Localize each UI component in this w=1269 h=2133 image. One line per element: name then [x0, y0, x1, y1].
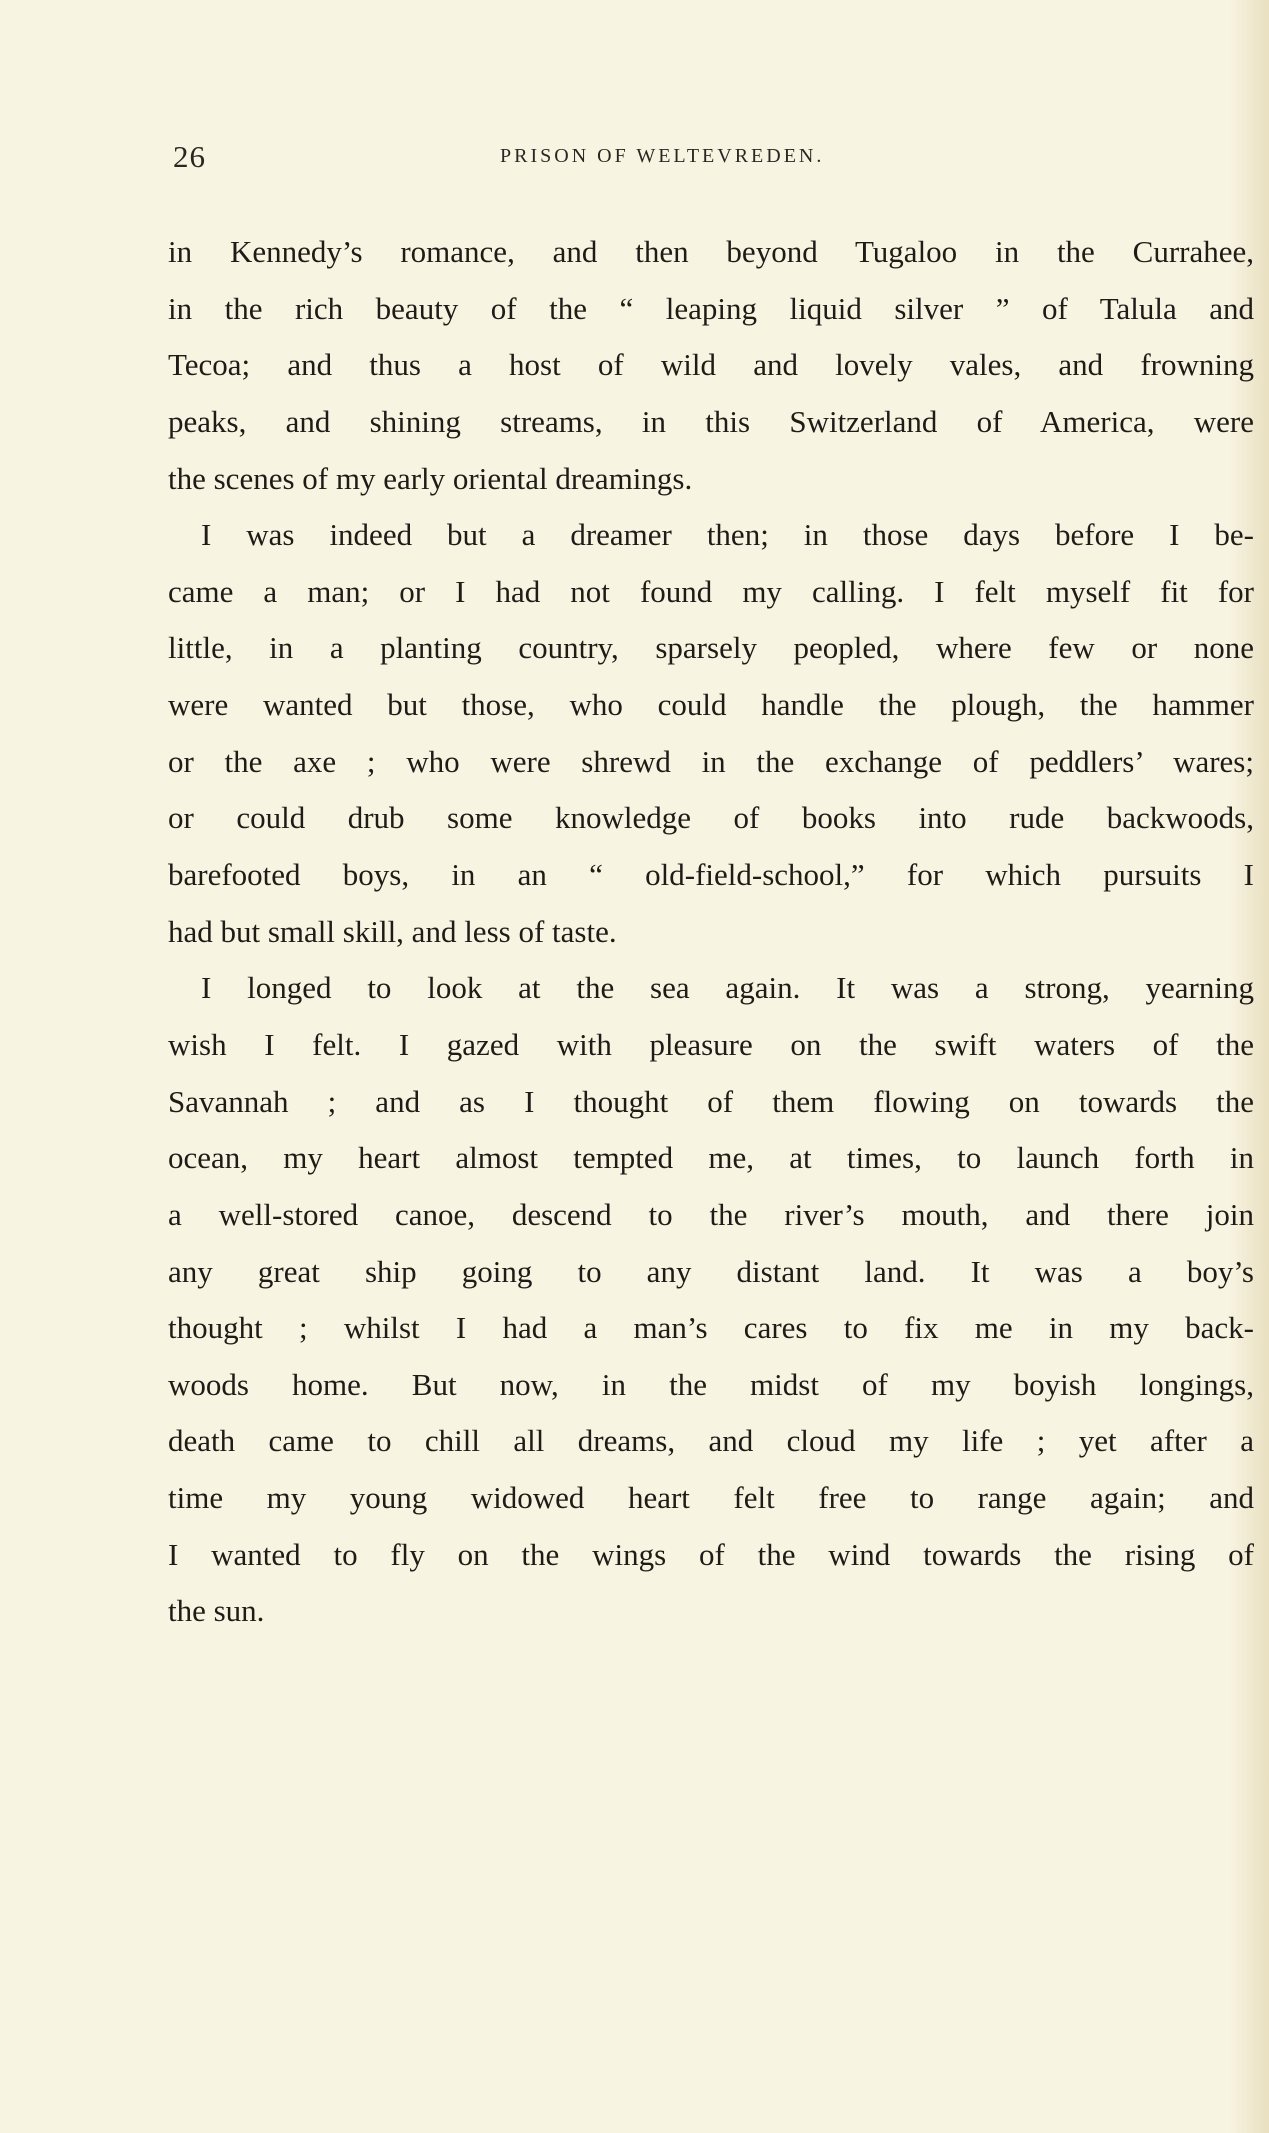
text-line: Savannah ; and as I thought of them flowing on towards the: [168, 1083, 1254, 1119]
page-header: [173, 139, 939, 179]
text-line: had but small skill, and less of taste.: [168, 913, 617, 949]
text-line: barefooted boys, in an “ old-field-school,” for which pursuits I: [168, 857, 1254, 893]
text-line: or could drub some knowledge of books into rude backwoods,: [168, 800, 1254, 836]
text-line: time my young widowed heart felt free to range again; and: [168, 1480, 1254, 1516]
text-line: any great ship going to any distant land. It was a boy’s: [168, 1253, 1254, 1289]
text-line: the scenes of my early oriental dreamings.: [168, 460, 693, 496]
page-number: 26: [173, 139, 206, 174]
text-line: I wanted to fly on the wings of the wind towards the rising of: [168, 1536, 1254, 1572]
text-line: the sun.: [168, 1593, 265, 1629]
text-line: I was indeed but a dreamer then; in those days before I be-: [201, 517, 1254, 553]
text-line: thought ; whilst I had a man’s cares to fix me in my back-: [168, 1310, 1254, 1346]
text-line: a well-stored canoe, descend to the river’s mouth, and there join: [168, 1196, 1254, 1232]
text-line: or the axe ; who were shrewd in the exchange of peddlers’ wares;: [168, 743, 1254, 779]
text-line: woods home. But now, in the midst of my boyish longings,: [168, 1366, 1254, 1402]
text-line: in Kennedy’s romance, and then beyond Tugaloo in the Currahee,: [168, 234, 1254, 269]
text-line: came a man; or I had not found my calling. I felt myself fit for: [168, 573, 1254, 609]
running-title: PRISON OF WELTEVREDEN.: [500, 145, 825, 167]
text-line: wish I felt. I gazed with pleasure on the swift waters of the: [168, 1026, 1254, 1062]
body-text: [168, 224, 1254, 1640]
text-line: Tecoa; and thus a host of wild and lovely vales, and frowning: [168, 347, 1254, 383]
text-line: little, in a planting country, sparsely peopled, where few or none: [168, 630, 1254, 666]
text-line: I longed to look at the sea again. It was a strong, yearning: [201, 970, 1254, 1006]
text-line: ocean, my heart almost tempted me, at times, to launch forth in: [168, 1140, 1254, 1176]
text-line: peaks, and shining streams, in this Switzerland of America, were: [168, 403, 1254, 439]
text-line: were wanted but those, who could handle the plough, the hammer: [168, 687, 1254, 723]
text-line: death came to chill all dreams, and cloud my life ; yet after a: [168, 1423, 1254, 1459]
text-line: in the rich beauty of the “ leaping liquid silver ” of Talula and: [168, 290, 1254, 326]
